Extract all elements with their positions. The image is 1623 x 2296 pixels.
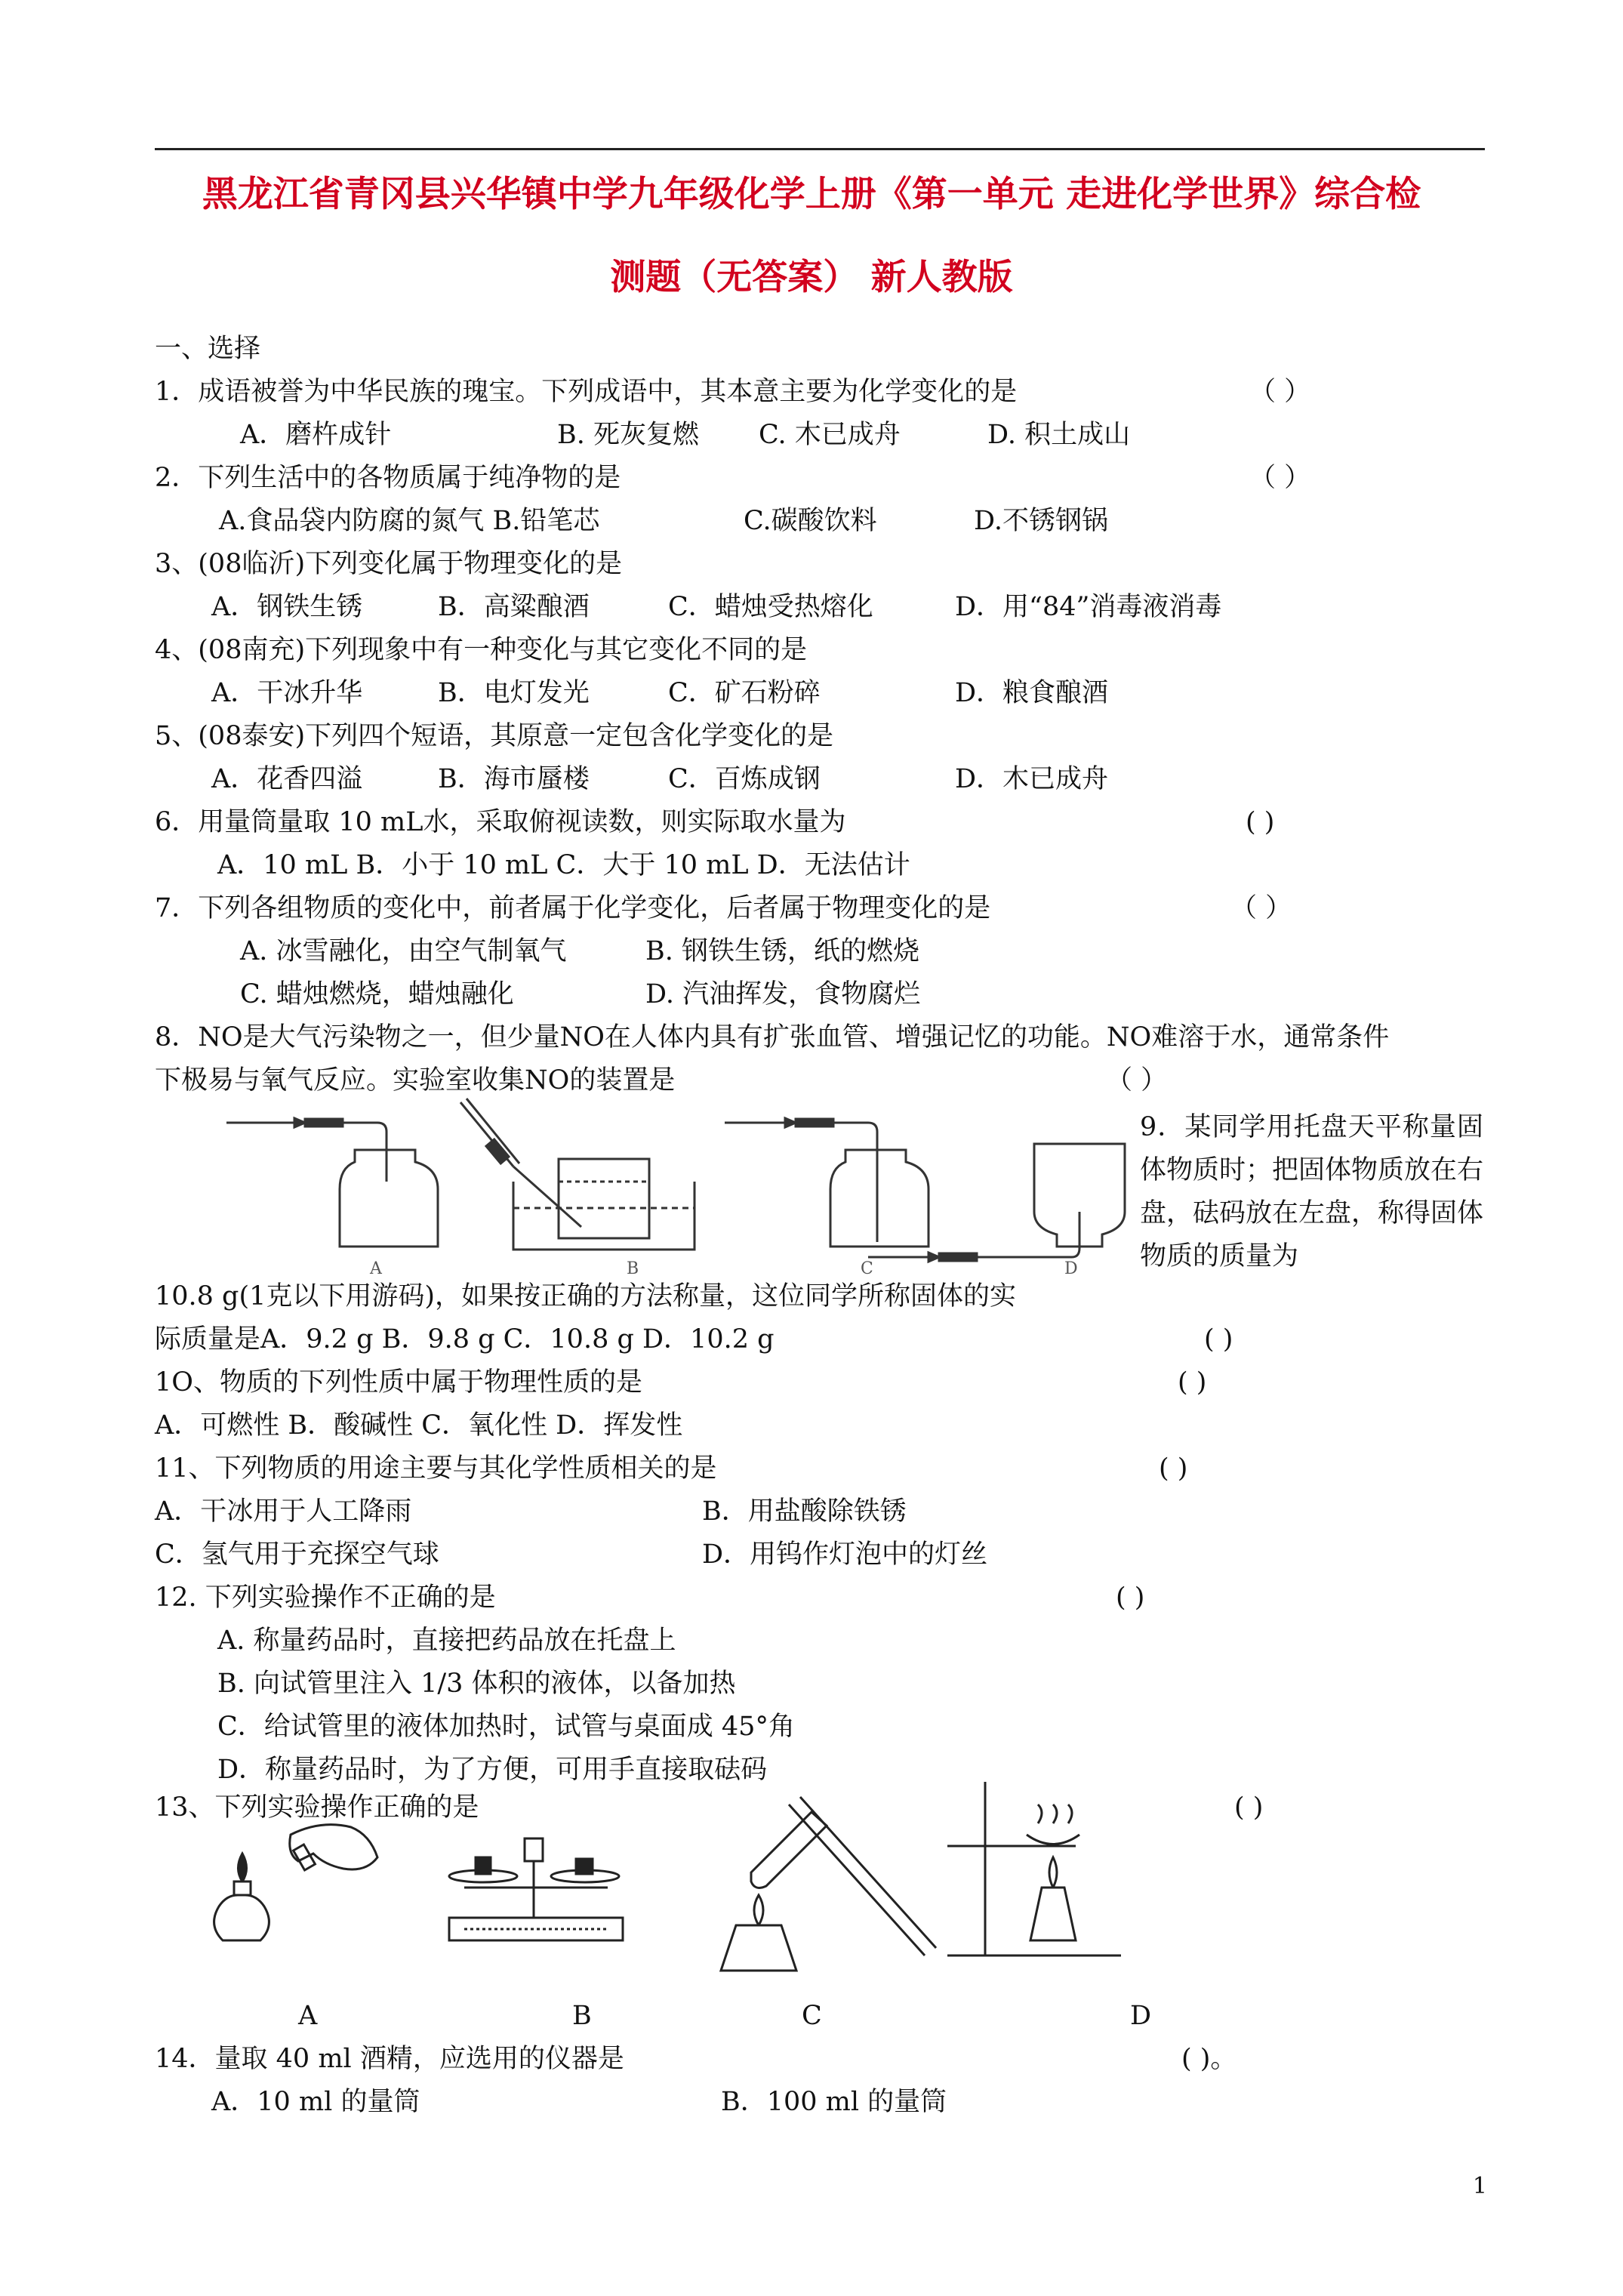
q8-gas-collection-figure bbox=[226, 1099, 1132, 1265]
q11-option-d: D．用钨作灯泡中的灯丝 bbox=[702, 1539, 988, 1570]
operation-b-balance bbox=[449, 1838, 623, 1940]
q11-option-b: B．用盐酸除铁锈 bbox=[702, 1496, 907, 1527]
q9-stem-line2: 10.8 g(1克以下用游码)，如果按正确的方法称量，这位同学所称固体的实 bbox=[155, 1281, 1017, 1311]
q1-option-c: C. 木已成舟 bbox=[759, 420, 901, 450]
page-number: 1 bbox=[1472, 2173, 1487, 2199]
q10-stem: 1O、物质的下列性质中属于物理性质的是 bbox=[155, 1367, 642, 1398]
q13-label-a: A bbox=[298, 2001, 318, 2031]
apparatus-b bbox=[460, 1099, 694, 1250]
q14-stem: 14．量取 40 ml 酒精，应选用的仪器是 bbox=[155, 2044, 624, 2074]
q9-stem-wrapped: 9．某同学用托盘天平称量固体物质时；把固体物质放在右盘，砝码放在左盘，称得固体物质的质量为 bbox=[1140, 1112, 1484, 1271]
q2-answer-paren: （ ） bbox=[1249, 463, 1311, 493]
q8-label-a: A bbox=[370, 1259, 382, 1278]
q10-answer-paren: ( ) bbox=[1178, 1367, 1207, 1398]
q1-stem: 1．成语被誉为中华民族的瑰宝。下列成语中，其本意主要为化学变化的是 bbox=[155, 377, 1018, 407]
q7-answer-paren: （ ） bbox=[1230, 893, 1292, 923]
q4-stem: 4、(08南充)下列现象中有一种变化与其它变化不同的是 bbox=[155, 635, 808, 665]
q12-answer-paren: ( ) bbox=[1116, 1583, 1145, 1613]
q8-label-b: B bbox=[627, 1259, 639, 1278]
q6-stem: 6．用量筒量取 10 mL水，采取俯视读数，则实际取水量为 bbox=[155, 807, 846, 837]
q4-option-d: D．粮食酿酒 bbox=[955, 678, 1109, 708]
q2-option-a-b: A.食品袋内防腐的氮气 B.铅笔芯 bbox=[219, 506, 600, 536]
q14-answer-paren: ( )。 bbox=[1181, 2044, 1237, 2074]
q12-option-d: D．称量药品时，为了方便，可用手直接取砝码 bbox=[217, 1755, 768, 1785]
q7-option-a: A. 冰雪融化，由空气制氧气 bbox=[240, 936, 567, 966]
operation-c-heating-tube bbox=[721, 1797, 936, 1971]
apparatus-a bbox=[226, 1118, 438, 1247]
q3-option-c: C．蜡烛受热熔化 bbox=[668, 592, 873, 622]
section-heading: 一、选择 bbox=[155, 334, 261, 364]
q8-label-c: C bbox=[861, 1259, 873, 1278]
operation-a-alcohol-lamp bbox=[214, 1825, 377, 1940]
q13-lab-operations-figure bbox=[192, 1684, 1121, 1971]
q13-answer-paren: ( ) bbox=[1234, 1792, 1264, 1823]
q4-option-a: A．干冰升华 bbox=[211, 678, 363, 708]
document-title-line1: 黑龙江省青冈县兴华镇中学九年级化学上册《第一单元 走进化学世界》综合检 bbox=[202, 174, 1421, 215]
q13-stem: 13、下列实验操作正确的是 bbox=[155, 1792, 479, 1823]
q11-option-c: C．氢气用于充探空气球 bbox=[155, 1539, 439, 1570]
q5-option-c: C．百炼成钢 bbox=[668, 764, 821, 794]
q1-option-b: B. 死灰复燃 bbox=[557, 420, 699, 450]
q4-option-c: C．矿石粉碎 bbox=[668, 678, 821, 708]
q8-stem-line1: 8．NO是大气污染物之一，但少量NO在人体内具有扩张血管、增强记忆的功能。NO难溶于水，通常条件 bbox=[155, 1022, 1390, 1052]
header-rule bbox=[155, 148, 1485, 150]
q5-option-a: A．花香四溢 bbox=[211, 764, 363, 794]
q5-option-d: D．木已成舟 bbox=[955, 764, 1109, 794]
q12-option-c: C．给试管里的液体加热时，试管与桌面成 45°角 bbox=[217, 1712, 795, 1742]
q2-option-d: D.不锈钢锅 bbox=[974, 506, 1108, 536]
q10-options: A．可燃性 B．酸碱性 C．氧化性 D．挥发性 bbox=[155, 1410, 683, 1441]
q1-option-d: D. 积土成山 bbox=[987, 420, 1131, 450]
q13-label-b: B bbox=[572, 2001, 592, 2031]
q7-option-b: B. 钢铁生锈，纸的燃烧 bbox=[645, 936, 919, 966]
q9-answer-paren: ( ) bbox=[1204, 1324, 1233, 1354]
apparatus-c bbox=[725, 1118, 929, 1247]
q5-stem: 5、(08泰安)下列四个短语，其原意一定包含化学变化的是 bbox=[155, 721, 834, 751]
q12-stem: 12. 下列实验操作不正确的是 bbox=[155, 1583, 496, 1613]
q14-option-a: A．10 ml 的量筒 bbox=[211, 2087, 420, 2117]
q11-option-a: A．干冰用于人工降雨 bbox=[155, 1496, 412, 1527]
q1-option-a: A．磨杵成针 bbox=[240, 420, 392, 450]
q12-option-a: A. 称量药品时，直接把药品放在托盘上 bbox=[217, 1626, 676, 1656]
q3-option-a: A．钢铁生锈 bbox=[211, 592, 363, 622]
operation-d-evaporation bbox=[947, 1782, 1121, 1955]
q2-option-c: C.碳酸饮料 bbox=[744, 506, 877, 536]
q5-option-b: B．海市蜃楼 bbox=[438, 764, 590, 794]
q6-answer-paren: ( ) bbox=[1246, 807, 1275, 837]
q8-stem-line2: 下极易与氧气反应。实验室收集NO的装置是 bbox=[155, 1065, 676, 1096]
q4-option-b: B．电灯发光 bbox=[438, 678, 590, 708]
q3-stem: 3、(08临沂)下列变化属于物理变化的是 bbox=[155, 549, 623, 579]
q11-answer-paren: ( ) bbox=[1159, 1453, 1188, 1484]
q2-stem: 2．下列生活中的各物质属于纯净物的是 bbox=[155, 463, 621, 493]
q11-stem: 11、下列物质的用途主要与其化学性质相关的是 bbox=[155, 1453, 717, 1484]
q3-option-b: B．高粱酿酒 bbox=[438, 592, 590, 622]
q12-option-b: B. 向试管里注入 1/3 体积的液体，以备加热 bbox=[217, 1669, 736, 1699]
q7-stem: 7．下列各组物质的变化中，前者属于化学变化，后者属于物理变化的是 bbox=[155, 893, 991, 923]
q3-option-d: D．用“84”消毒液消毒 bbox=[955, 592, 1222, 622]
q1-answer-paren: （ ） bbox=[1249, 377, 1311, 407]
q7-option-c: C. 蜡烛燃烧，蜡烛融化 bbox=[240, 979, 514, 1009]
q8-answer-paren: （ ） bbox=[1106, 1065, 1168, 1096]
q13-label-d: D bbox=[1130, 2001, 1152, 2031]
q13-label-c: C bbox=[802, 2001, 822, 2031]
q8-label-d: D bbox=[1064, 1259, 1078, 1278]
q14-option-b: B．100 ml 的量筒 bbox=[721, 2087, 947, 2117]
q7-option-d: D. 汽油挥发，食物腐烂 bbox=[645, 979, 921, 1009]
document-title-line2: 测题（无答案） 新人教版 bbox=[610, 257, 1013, 298]
q6-options: A．10 mL B．小于 10 mL C．大于 10 mL D．无法估计 bbox=[217, 850, 910, 880]
q9-stem-line3: 际质量是A．9.2 g B．9.8 g C．10.8 g D．10.2 g bbox=[155, 1324, 775, 1354]
